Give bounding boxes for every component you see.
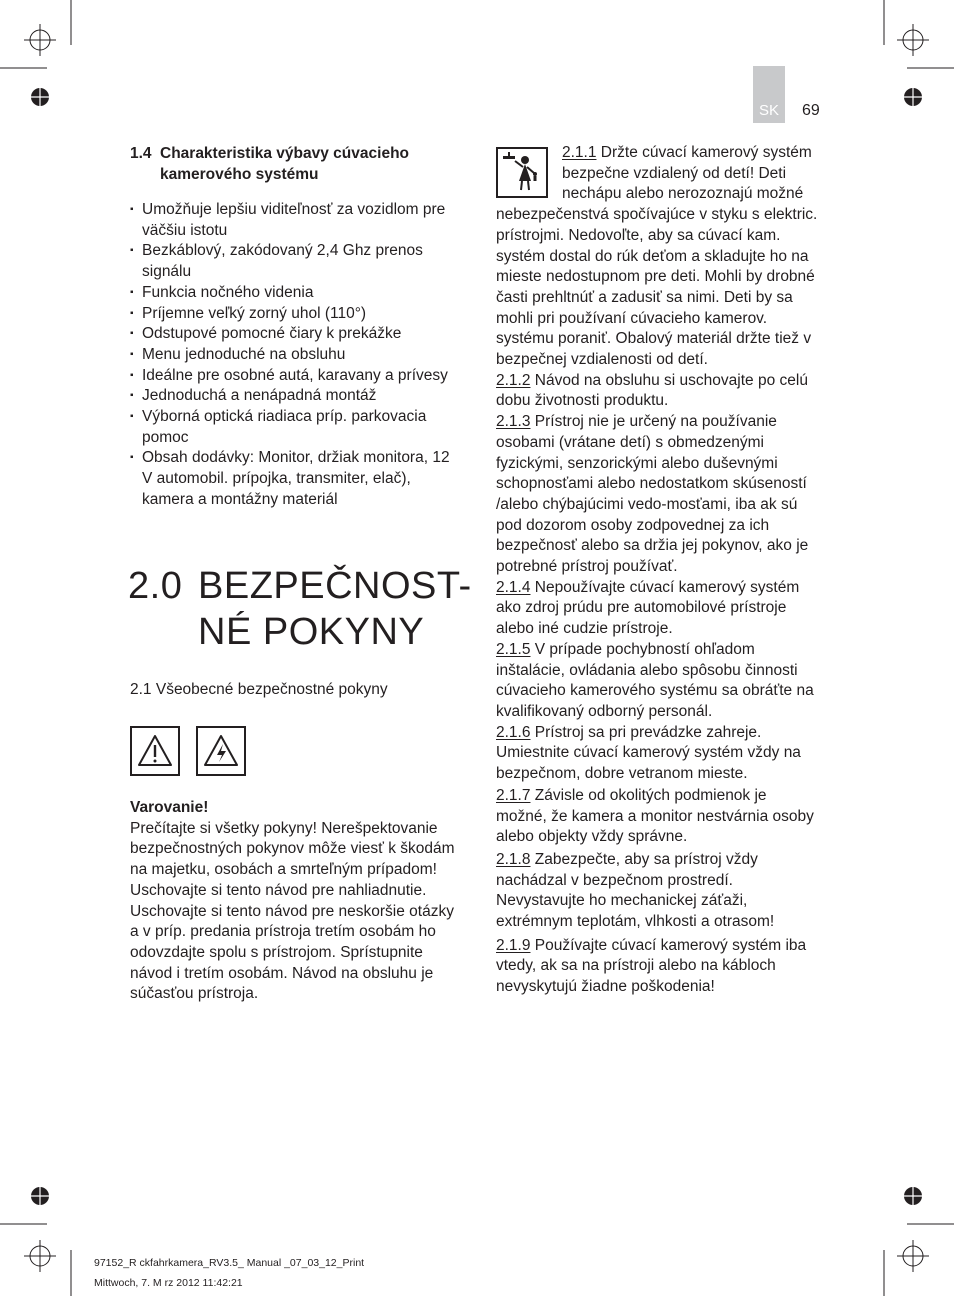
print-info-line1: 97152_R ckfahrkamera_RV3.5_ Manual _07_03_12_Print — [94, 1257, 365, 1269]
warning-block — [130, 798, 465, 1005]
list-item: ▪ Ideálne pre osobné autá, karavany a prívesy — [130, 366, 460, 387]
instruction-text: V prípade pochybností ohľadom inštalácie, ovládania alebo spôsobu činnosti cúvacieho kamerového systému sa obráťte na kvalifikovaný odborný personál. — [496, 640, 814, 720]
instruction-item — [496, 936, 821, 998]
chapter-title-line2: NÉ POKYNY — [198, 611, 425, 653]
chapter-title — [128, 563, 472, 655]
list-item: ▪ Umožňuje lepšiu viditeľnosť za vozidlom pre väčšiu istotu — [130, 200, 460, 241]
instruction-item — [496, 371, 821, 412]
language-label: SK — [758, 102, 779, 119]
section-number: 1.4 — [130, 145, 152, 162]
instruction-item — [496, 640, 821, 723]
instruction-ref: 2.1.7 — [496, 786, 531, 804]
instruction-text: Prístroj nie je určený na používanie osobami (vrátane detí) s obmedzenými fyzickými, senzorickými alebo duševnými schopnosťami alebo nedostatkom skúseností /alebo chýbajúcimi vedo-mosťami, iba ak sú pod dozorom osoby zodpovednej za ich bezpečnosť alebo sa držia jej pokynov, ako je potrebné prístroj používať. — [496, 413, 809, 576]
instruction-item — [496, 578, 821, 640]
instruction-ref: 2.1.6 — [496, 723, 531, 741]
instruction-ref: 2.1.3 — [496, 413, 531, 431]
list-item: ▪ Odstupové pomocné čiary k prekážke — [130, 324, 460, 345]
instruction-text: Návod na obsluhu si uschovajte po celú dobu životnosti produktu. — [496, 371, 808, 410]
instruction-text: Zabezpečte, aby sa prístroj vždy nachádzal v bezpečnom prostredí. Nevystavujte ho mechanickej záťaži, extrémnym teplotám, vlhkosti a otrasom! — [496, 850, 775, 931]
list-item: ▪ Jednoduchá a nenápadná montáž — [130, 386, 460, 407]
instruction-item — [496, 412, 821, 578]
warning-triangle-icon — [130, 726, 180, 776]
instruction-text: Držte cúvací kamerový systém bezpečne vzdialený od detí! Deti nechápu alebo nerozoznajú možné nebezpečenstvá spočívajúce v styku s elektric. prístrojmi. Nedovoľte, aby sa cúvací kam. systém dostal do rúk deťom a skladujte ho na mieste nedostupnom pre deti. Mohli by drobné časti prehltnúť a zadusiť sa nimi. Deti by sa mohli pri používaní cúvacieho kamerov. systému poraniť. Obalový materiál držte tiež v bezpečnej vzdialenosti od detí. — [496, 144, 818, 369]
instruction-ref: 2.1.1 — [562, 144, 597, 161]
warning-heading: Varovanie! — [130, 799, 209, 816]
instruction-text: Používajte cúvací kamerový systém iba vtedy, ak sa na prístroji alebo na kábloch nevyskytujú žiadne poškodenia! — [496, 936, 807, 996]
chapter-title-line1: BEZPEČNOST- — [198, 565, 472, 607]
list-item: ▪ Obsah dodávky: Monitor, držiak monitora, 12 V automobil. prípojka, transmiter, elač), kamera a montážny materiál — [130, 448, 460, 510]
instruction-text: Nepoužívajte cúvací kamerový systém ako zdroj prúdu pre automobilové prístroje alebo iné cudzie prístroje. — [496, 578, 800, 638]
instruction-ref: 2.1.5 — [496, 640, 531, 658]
safety-instructions-column — [496, 143, 821, 998]
instruction-item — [496, 786, 821, 848]
section-2-1-heading: 2.1 Všeobecné bezpečnostné pokyny — [130, 681, 388, 698]
instruction-ref: 2.1.4 — [496, 578, 531, 596]
list-item: ▪ Funkcia nočného videnia — [130, 283, 460, 304]
section-title-line1: Charakteristika výbavy cúvacieho — [160, 145, 409, 162]
feature-list — [130, 200, 460, 511]
list-item: ▪ Príjemne veľký zorný uhol (110°) — [130, 304, 460, 325]
list-item: ▪ Bezkáblový, zakódovaný 2,4 Ghz prenos signálu — [130, 241, 460, 282]
instruction-ref: 2.1.2 — [496, 371, 531, 389]
warning-text: Prečítajte si všetky pokyny! Nerešpektovanie bezpečnostných pokynov môže viesť k škodám na majetku, osobách a smrteľným prípadom! Uschovajte si tento návod pre nahliadnutie. Uschovajte si tento návod pre neskoršie otázky a v príp. predania prístroja tretím osobám ho odovzdajte spolu s prístrojom. Sprístupnite návod i tretím osobám. Návod na obsluhu je súčasťou prístroja. — [130, 819, 455, 1003]
list-item: ▪ Výborná optická riadiaca príp. parkovacia pomoc — [130, 407, 460, 448]
page-number: 69 — [802, 102, 820, 119]
print-info-line2: Mittwoch, 7. M rz 2012 11:42:21 — [94, 1277, 243, 1289]
language-tab — [753, 66, 785, 123]
section-title-line2: kamerového systému — [160, 165, 319, 183]
chapter-number: 2.0 — [128, 565, 183, 607]
instruction-item — [496, 850, 821, 933]
instruction-ref: 2.1.9 — [496, 936, 531, 954]
electric-hazard-icon — [196, 726, 246, 776]
instruction-text: Závisle od okolitých podmienok je možné, že kamera a monitor nestvárnia osoby alebo objekty vždy správne. — [496, 786, 814, 846]
section-1-4-heading — [130, 144, 460, 185]
icon-spacer — [496, 143, 562, 205]
instruction-text: Prístroj sa pri prevádzke zahreje. Umiestnite cúvací kamerový systém vždy na bezpečnom, dobre vetranom mieste. — [496, 723, 801, 783]
instruction-item — [496, 723, 821, 785]
list-item: ▪ Menu jednoduché na obsluhu — [130, 345, 460, 366]
instruction-ref: 2.1.8 — [496, 850, 531, 868]
